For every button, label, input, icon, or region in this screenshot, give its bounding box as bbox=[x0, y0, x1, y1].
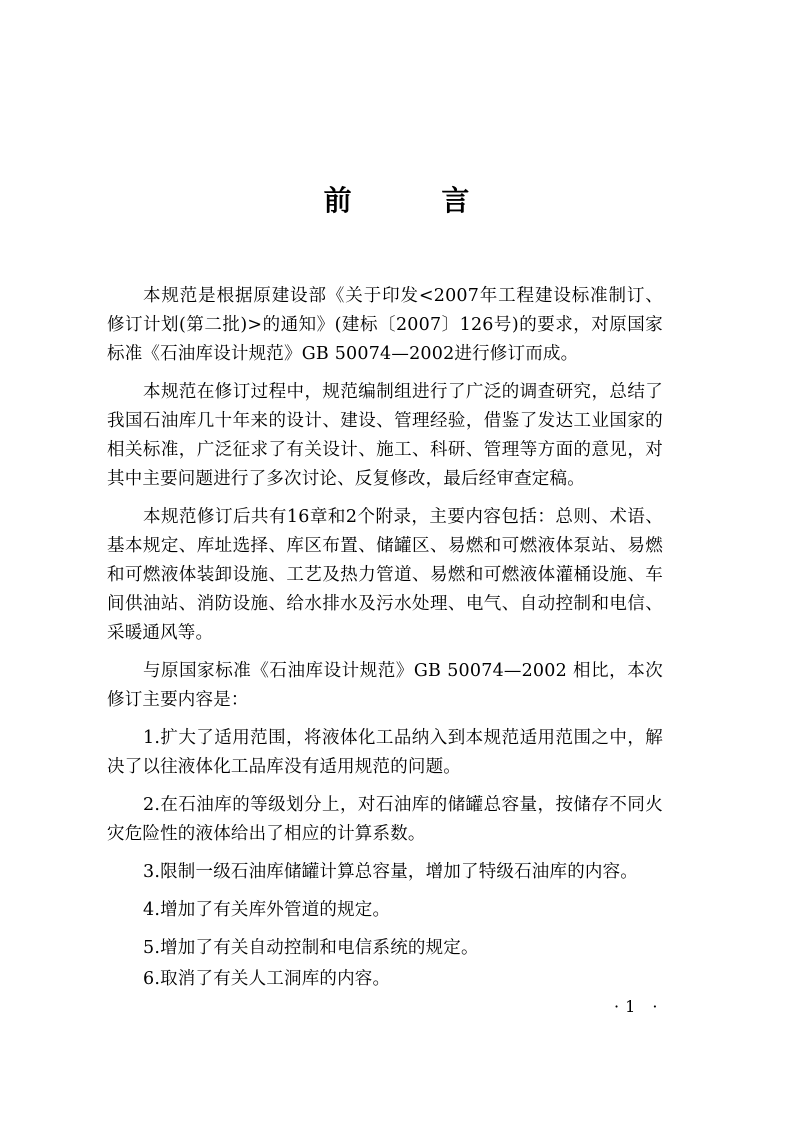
list-item-change-1: 1.扩大了适用范围，将液体化工品纳入到本规范适用范围之中，解决了以往液体化工品库没有适用规范的问题。 bbox=[107, 728, 663, 777]
list-item-change-6: 6.取消了有关人工洞库的内容。 bbox=[143, 969, 391, 989]
paragraph-changes-intro: 与原国家标准《石油库设计规范》GB 50074—2002 相比，本次修订主要内容是： bbox=[107, 661, 663, 710]
body-text bbox=[107, 282, 663, 1003]
paragraph-contents: 本规范修订后共有16章和2个附录，主要内容包括：总则、术语、基本规定、库址选择、库区布置、储罐区、易燃和可燃液体泵站、易燃和可燃液体装卸设施、工艺及热力管道、易燃和可燃液体灌桶设施、车间供油站、消防设施、给水排水及污水处理、电气、自动控制和电信、采暖通风等。 bbox=[107, 507, 663, 643]
list-item-change-3: 3.限制一级石油库储罐计算总容量，增加了特级石油库的内容。 bbox=[143, 862, 638, 882]
paragraph-intro: 本规范是根据原建设部《关于印发<2007年工程建设标准制订、修订计划(第二批)>的通知》(建标〔2007〕126号)的要求，对原国家标准《石油库设计规范》GB 50074—2002进行修订而成。 bbox=[107, 286, 663, 364]
list-item-change-5: 5.增加了有关自动控制和电信系统的规定。 bbox=[143, 938, 479, 958]
page-number: ·1 · bbox=[614, 997, 664, 1016]
paragraph-revision-process: 本规范在修订过程中，规范编制组进行了广泛的调查研究，总结了我国石油库几十年来的设计、建设、管理经验，借鉴了发达工业国家的相关标准，广泛征求了有关设计、施工、科研、管理等方面的意见，对其中主要问题进行了多次讨论、反复修改，最后经审查定稿。 bbox=[107, 382, 663, 489]
page-title: 前 言 bbox=[323, 184, 510, 217]
list-item-change-2: 2.在石油库的等级划分上，对石油库的储罐总容量，按储存不同火灾危险性的液体给出了相应的计算系数。 bbox=[107, 795, 663, 844]
list-item-change-4: 4.增加了有关库外管道的规定。 bbox=[143, 900, 391, 920]
